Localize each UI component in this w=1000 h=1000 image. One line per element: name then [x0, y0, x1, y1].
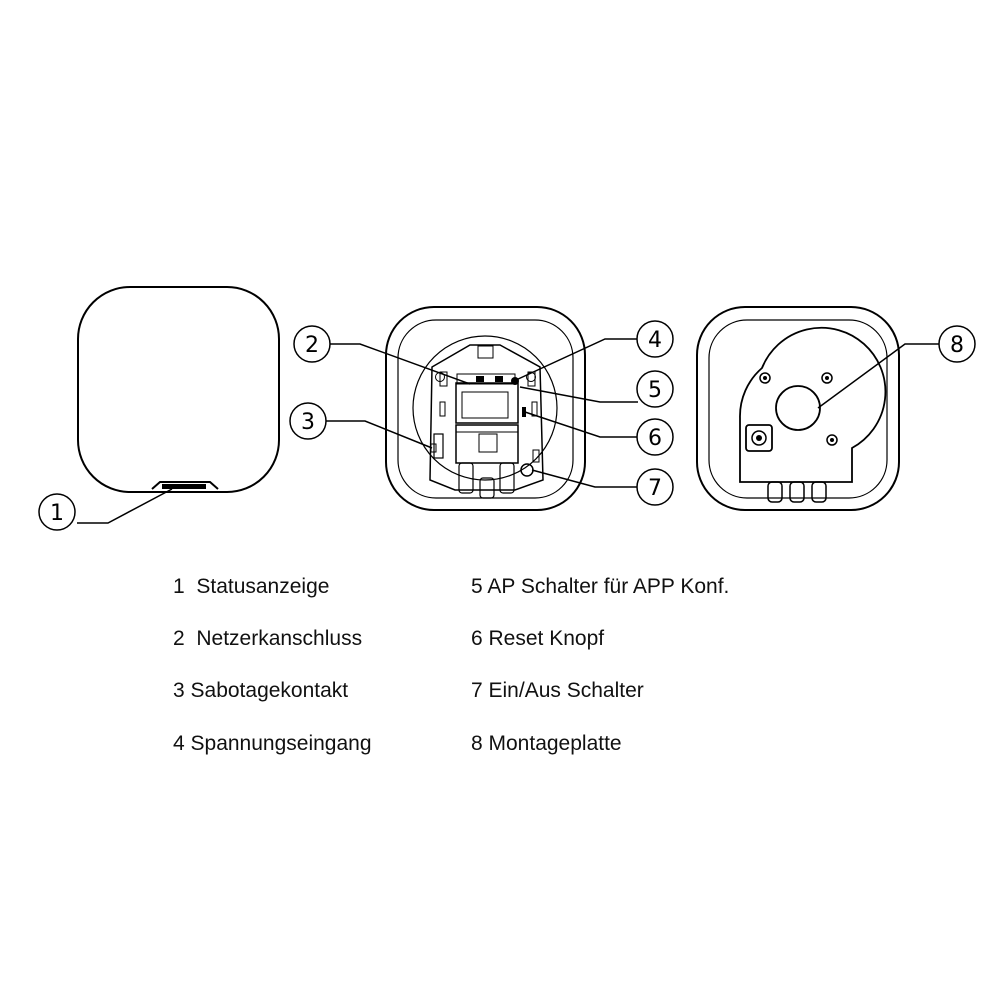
callout-6-label: 6	[648, 426, 662, 451]
device-open-view	[386, 307, 585, 510]
legend-item-1: 1 Statusanzeige	[173, 575, 330, 598]
callout-5	[637, 371, 673, 407]
legend-item-7: 7 Ein/Aus Schalter	[471, 679, 644, 702]
leader-1	[77, 489, 172, 523]
device-front-view	[78, 287, 279, 492]
power-input-screw	[511, 377, 519, 385]
callout-8	[939, 326, 975, 362]
callout-2-label: 2	[305, 333, 319, 358]
back-housing-outer	[697, 307, 899, 510]
callout-1-label: 1	[50, 501, 64, 526]
callout-7-label: 7	[648, 476, 662, 501]
legend-item-3: 3 Sabotagekontakt	[173, 679, 349, 702]
legend-item-2: 2 Netzerkanschluss	[173, 627, 363, 650]
callout-2	[294, 326, 330, 362]
legend-item-8: 8 Montageplatte	[471, 732, 622, 755]
callout-4-label: 4	[648, 328, 662, 353]
callout-8-label: 8	[950, 333, 964, 358]
callout-6	[637, 419, 673, 455]
callout-3-label: 3	[301, 410, 315, 435]
legend-item-4: 4 Spannungseingang	[173, 732, 372, 755]
callout-1	[39, 494, 75, 530]
callout-7	[637, 469, 673, 505]
callout-3	[290, 403, 326, 439]
device-back-view	[697, 307, 899, 510]
legend-item-6: 6 Reset Knopf	[471, 627, 605, 650]
legend-item-5: 5 AP Schalter für APP Konf.	[471, 575, 730, 598]
callout-5-label: 5	[648, 378, 662, 403]
callout-4	[637, 321, 673, 357]
front-housing	[78, 287, 279, 492]
